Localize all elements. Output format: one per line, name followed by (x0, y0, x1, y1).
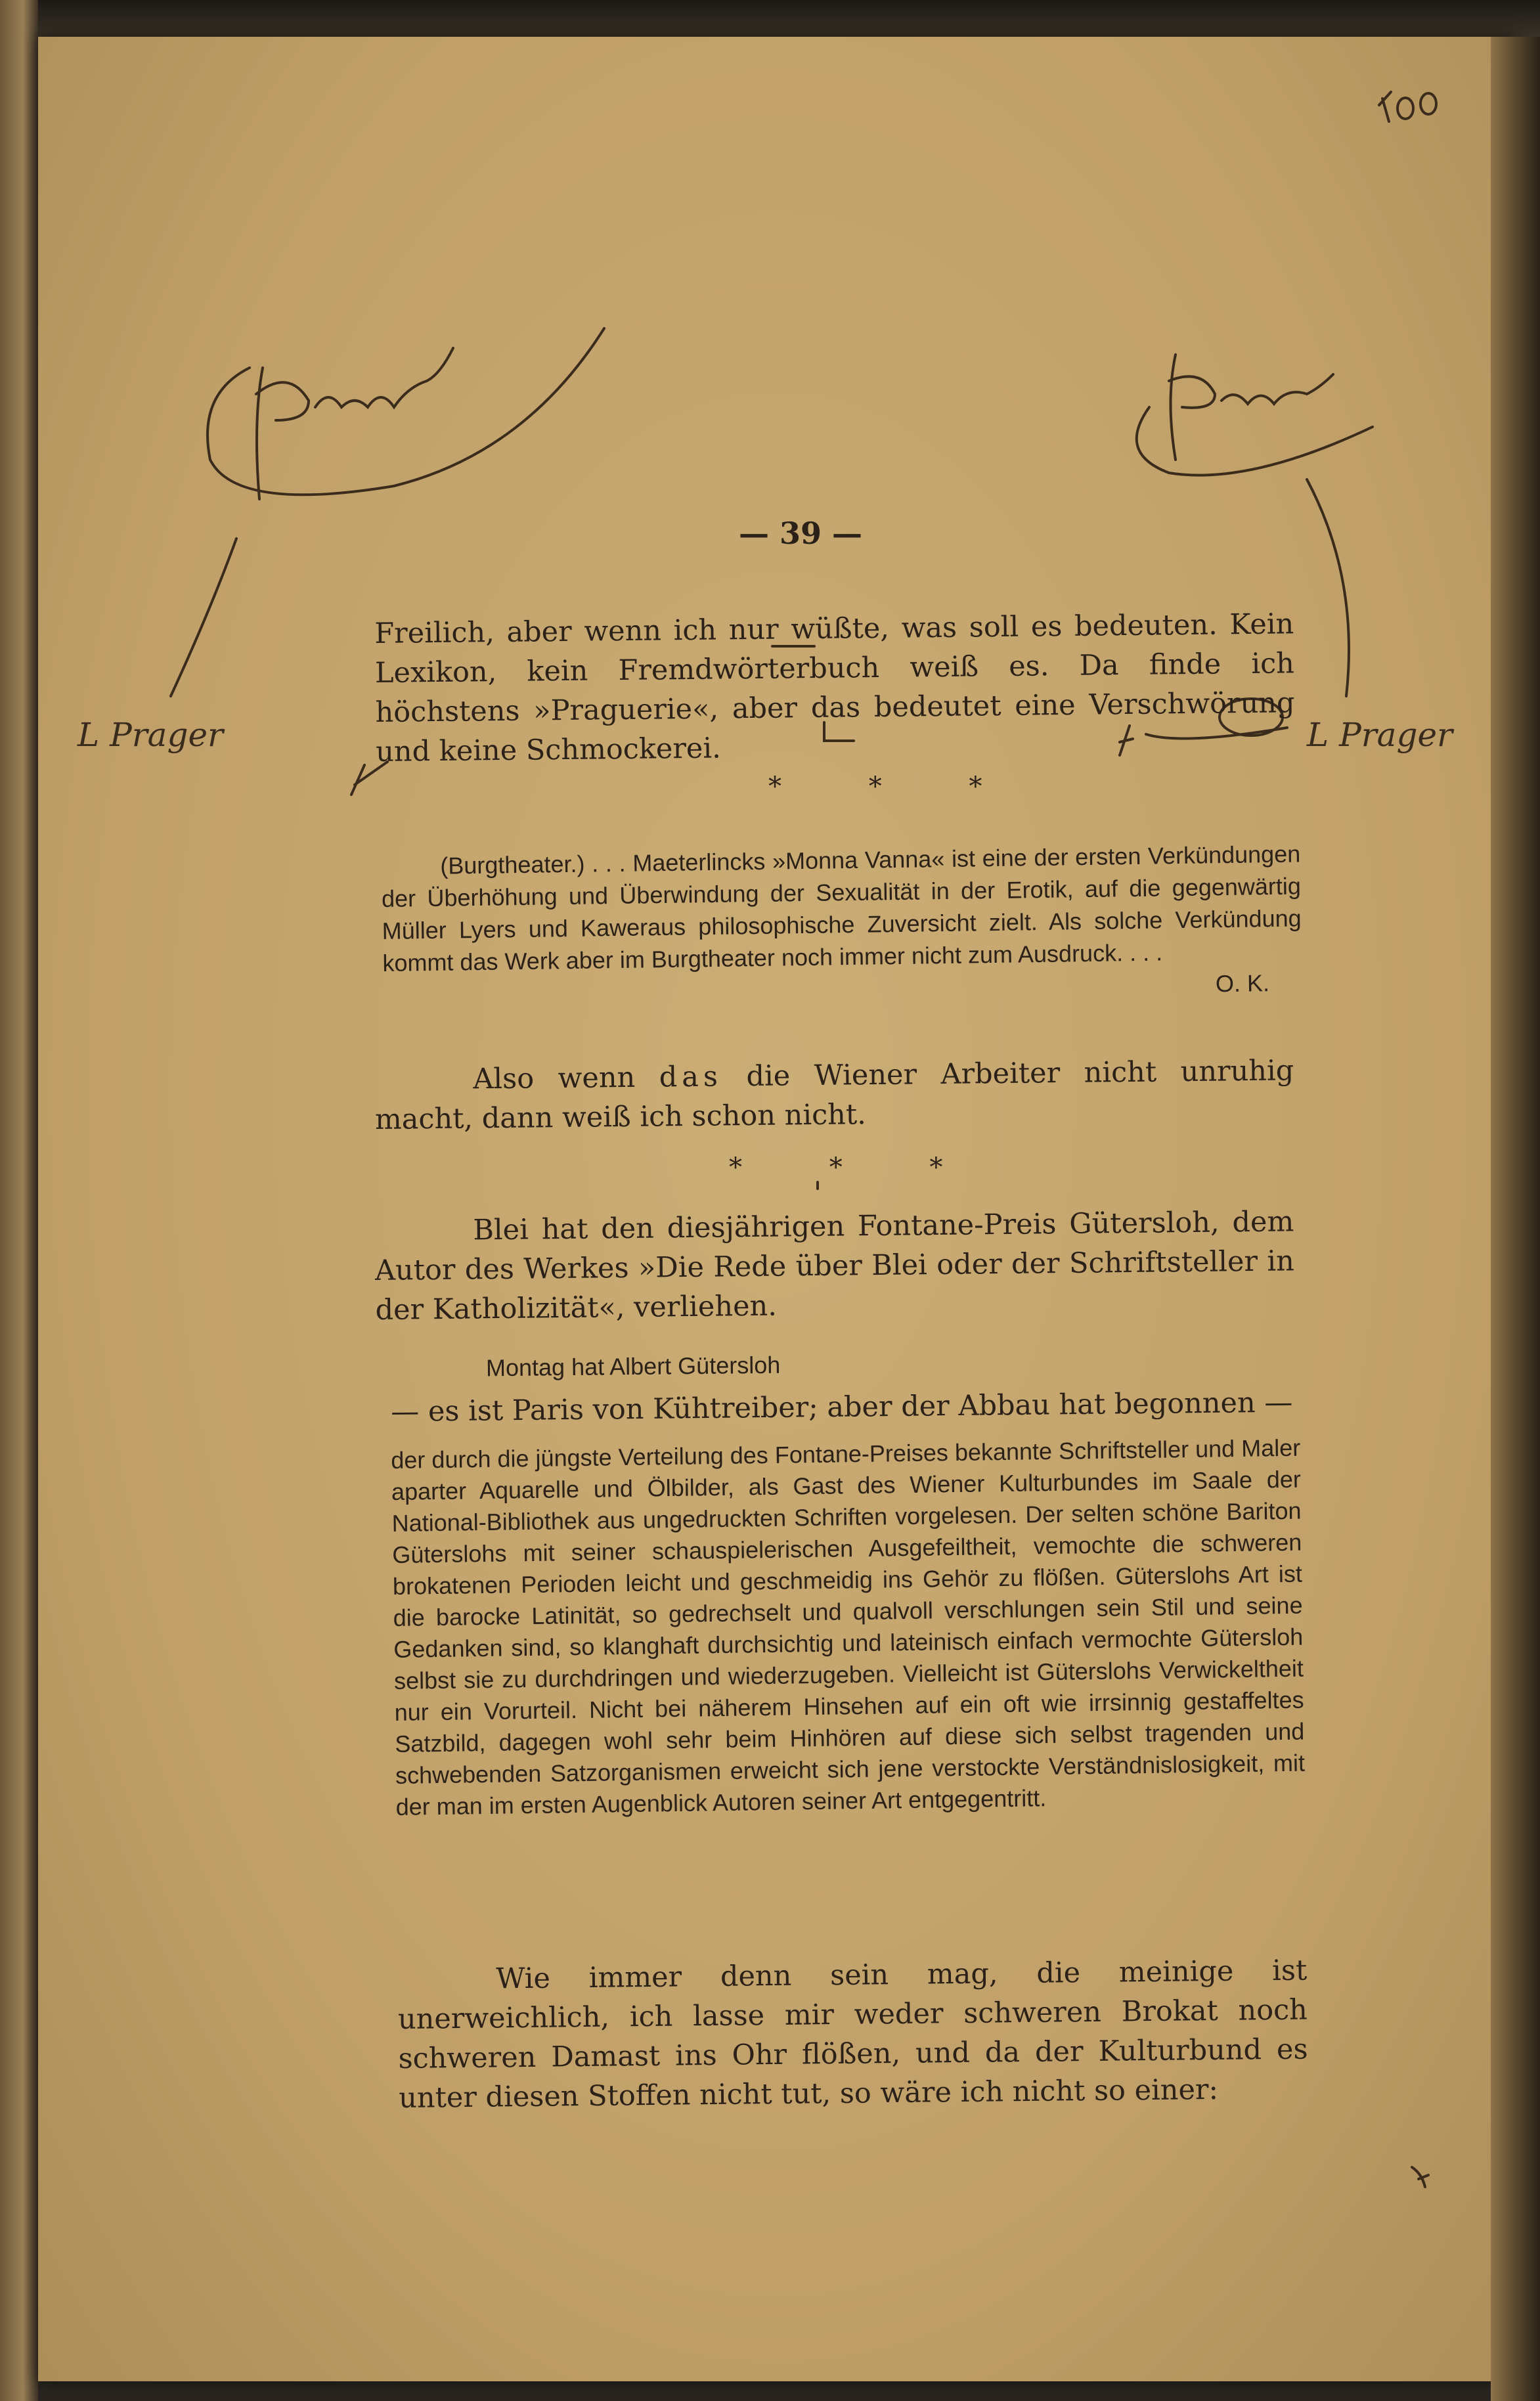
right-margin-note: L Prager (1307, 716, 1453, 754)
paragraph-2-end: die Wiener Arbeiter nicht unruhig macht, dann weiß ich schon nicht. (374, 1054, 1294, 1136)
quote-1-text: (Burgtheater.) . . . Maeterlincks »Monna Vanna« ist eine der ersten Verkündungen der Überhöhung und Überwindung der Sexualität in der Erotik, auf die gegenwärtig Müller Lyers und Kaweraus philosophische Zuversicht zielt. Als solche Verkündung kommt das Werk aber im Burgtheater noch immer nicht zum Ausdruck. . . . (381, 840, 1302, 977)
page-header: — 39 — (739, 516, 863, 551)
separator-2: * * * (729, 1153, 982, 1183)
quote-1-signature: O. K. (1215, 969, 1270, 998)
paragraph-2-emphasis: das (659, 1060, 723, 1094)
right-signature (1169, 355, 1333, 460)
paragraph-4: Wie immer denn sein mag, die meinige ist unerweichlich, ich lasse mir weder schweren Brokat noch schweren Damast ins Ohr flößen, und da der Kulturbund es unter diesen Stoffen nicht tut, so wäre ich nicht so einer: (397, 1954, 1308, 2115)
left-signature-swoosh (208, 328, 604, 495)
subheading: Montag hat Albert Gütersloh (485, 1351, 781, 1382)
paragraph-2 (374, 1051, 1294, 1139)
left-margin-note: L Prager (77, 716, 223, 754)
quote-1 (381, 837, 1302, 1011)
left-slash (171, 539, 236, 696)
paragraph-3: Blei hat den diesjährigen Fontane-Preis Gütersloh, dem Autor des Werkes »Die Rede über Blei oder der Schriftsteller in der Katholizität«, verliehen. (374, 1205, 1295, 1327)
stray-mark (1412, 2167, 1428, 2187)
quote-2: der durch die jüngste Verteilung des Fontane-Preises bekannte Schriftsteller und Maler aparter Aquarelle und Ölbilder, als Gast des Wiener Kulturbundes im Saale der National-Bibliothek aus ungedruckten Schriften vorgelesen. Der selten schöne Bariton Güterslohs mit seiner schauspielerischen Ausgefeiltheit, vemochte die schweren brokatenen Perioden leicht und geschmeidig ins Gehör zu flößen. Güterslohs Art ist die barocke Latinität, so gedrechselt und qualvoll verschlungen sein Stil und seine Gedanken sind, so klanghaft durchsichtig und lateinisch einfach vermochte Gütersloh selbst sie zu durchdringen und wiederzugeben. Vielleicht ist Güterslohs Verwickeltheit nur ein Vorurteil. Nicht bei näherem Hinsehen auf ein oft wie irrsinnig gestaffeltes Satzbild, dagegen wohl sehr beim Hinhören auf diese sich selbst tragenden und schwebenden Satzorganismen erweicht sich jene verstockte Verständnislosigkeit, mit der man im ersten Augenblick Autoren seiner Art entgegentritt. (391, 1434, 1306, 1820)
paragraph-1: Freilich, aber wenn ich nur wüßte, was soll es bedeuten. Kein Lexikon, kein Fremdwörterbuch weiß es. Da finde ich höchstens »Praguerie«, aber das bedeutet eine Verschwörung und keine Schmockerei. (374, 607, 1295, 768)
paragraph-2-start: Also wenn (473, 1061, 659, 1096)
dash-line: — es ist Paris von Kühtreiber; aber der Abbau hat begonnen — (391, 1386, 1293, 1428)
right-bracket (1307, 479, 1349, 696)
separator-1: * * * (768, 772, 1022, 802)
